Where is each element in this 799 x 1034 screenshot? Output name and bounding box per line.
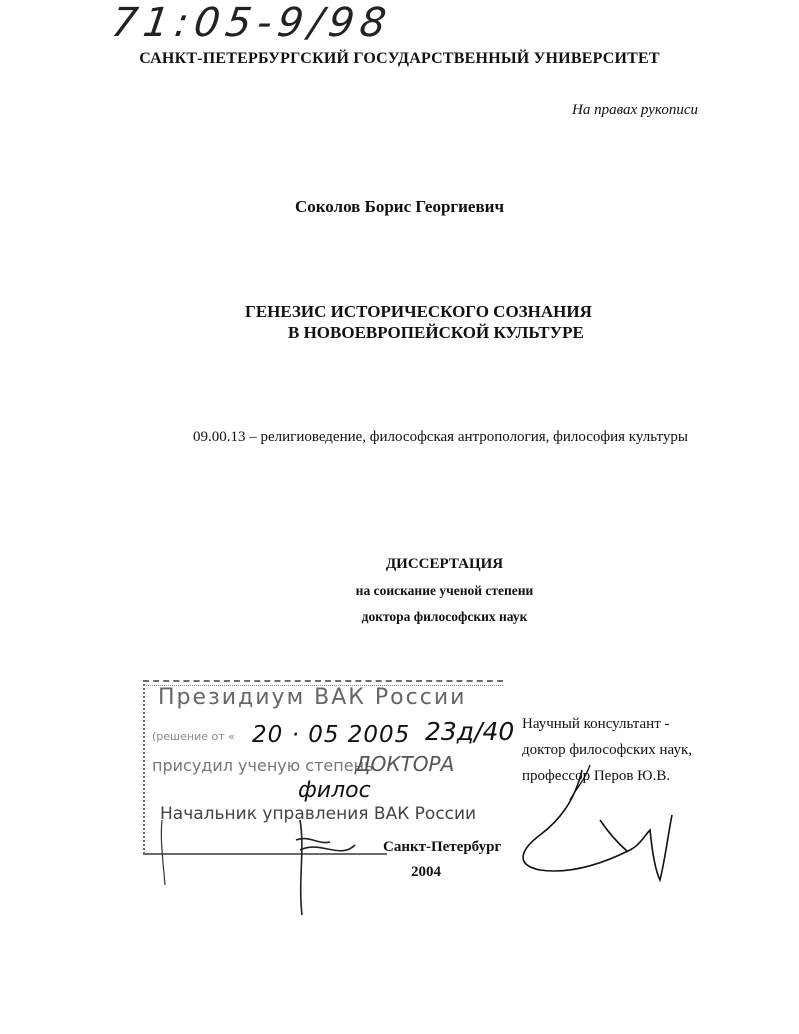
stamp-decision-label: (решение от « xyxy=(152,730,235,743)
degree-line-2: доктора философских наук xyxy=(361,609,528,624)
stamp-field-value: филос xyxy=(298,778,371,803)
degree-line-1: на соискание ученой степени xyxy=(355,583,534,598)
consultant-line-3: профессор Перов Ю.В. xyxy=(522,768,671,784)
stamp-border-bottom xyxy=(143,853,387,855)
stamp-border-top xyxy=(143,680,503,682)
stamp-presidium: Президиум ВАК России xyxy=(158,685,467,710)
consultant-line-1: Научный консультант - xyxy=(522,716,670,732)
stamp-degree-label: присудил ученую степень xyxy=(152,756,374,775)
stamp-handwritten-number: 23д/40 xyxy=(425,717,515,746)
scientific-consultant xyxy=(522,711,692,789)
university-name: САНКТ-ПЕТЕРБУРГСКИЙ ГОСУДАРСТВЕННЫЙ УНИВЕРСИТЕТ xyxy=(139,50,660,67)
stamp-border-left xyxy=(143,684,145,854)
stamp-handwritten-date: 20 · 05 2005 xyxy=(252,722,411,748)
city: Санкт-Петербург xyxy=(383,839,502,855)
manuscript-rights-note: На правах рукописи xyxy=(572,102,698,118)
year: 2004 xyxy=(411,864,441,880)
stamp-head-of-department: Начальник управления ВАК России xyxy=(160,804,477,824)
specialty-code: 09.00.13 – религиоведение, философская антропология, философия культуры xyxy=(193,429,688,445)
author-name: Соколов Борис Георгиевич xyxy=(294,197,505,216)
archive-handwritten-number: 71:05-9/98 xyxy=(108,0,395,46)
vak-signature xyxy=(296,820,355,915)
thesis-title-line-1: ГЕНЕЗИС ИСТОРИЧЕСКОГО СОЗНАНИЯ xyxy=(245,302,592,321)
thesis-title-line-2: В НОВОЕВРОПЕЙСКОЙ КУЛЬТУРЕ xyxy=(288,323,584,342)
stamp-degree-value: ДОКТОРА xyxy=(355,752,455,776)
consultant-line-2: доктор философских наук, xyxy=(522,742,692,758)
dissertation-heading: ДИССЕРТАЦИЯ xyxy=(385,556,504,572)
